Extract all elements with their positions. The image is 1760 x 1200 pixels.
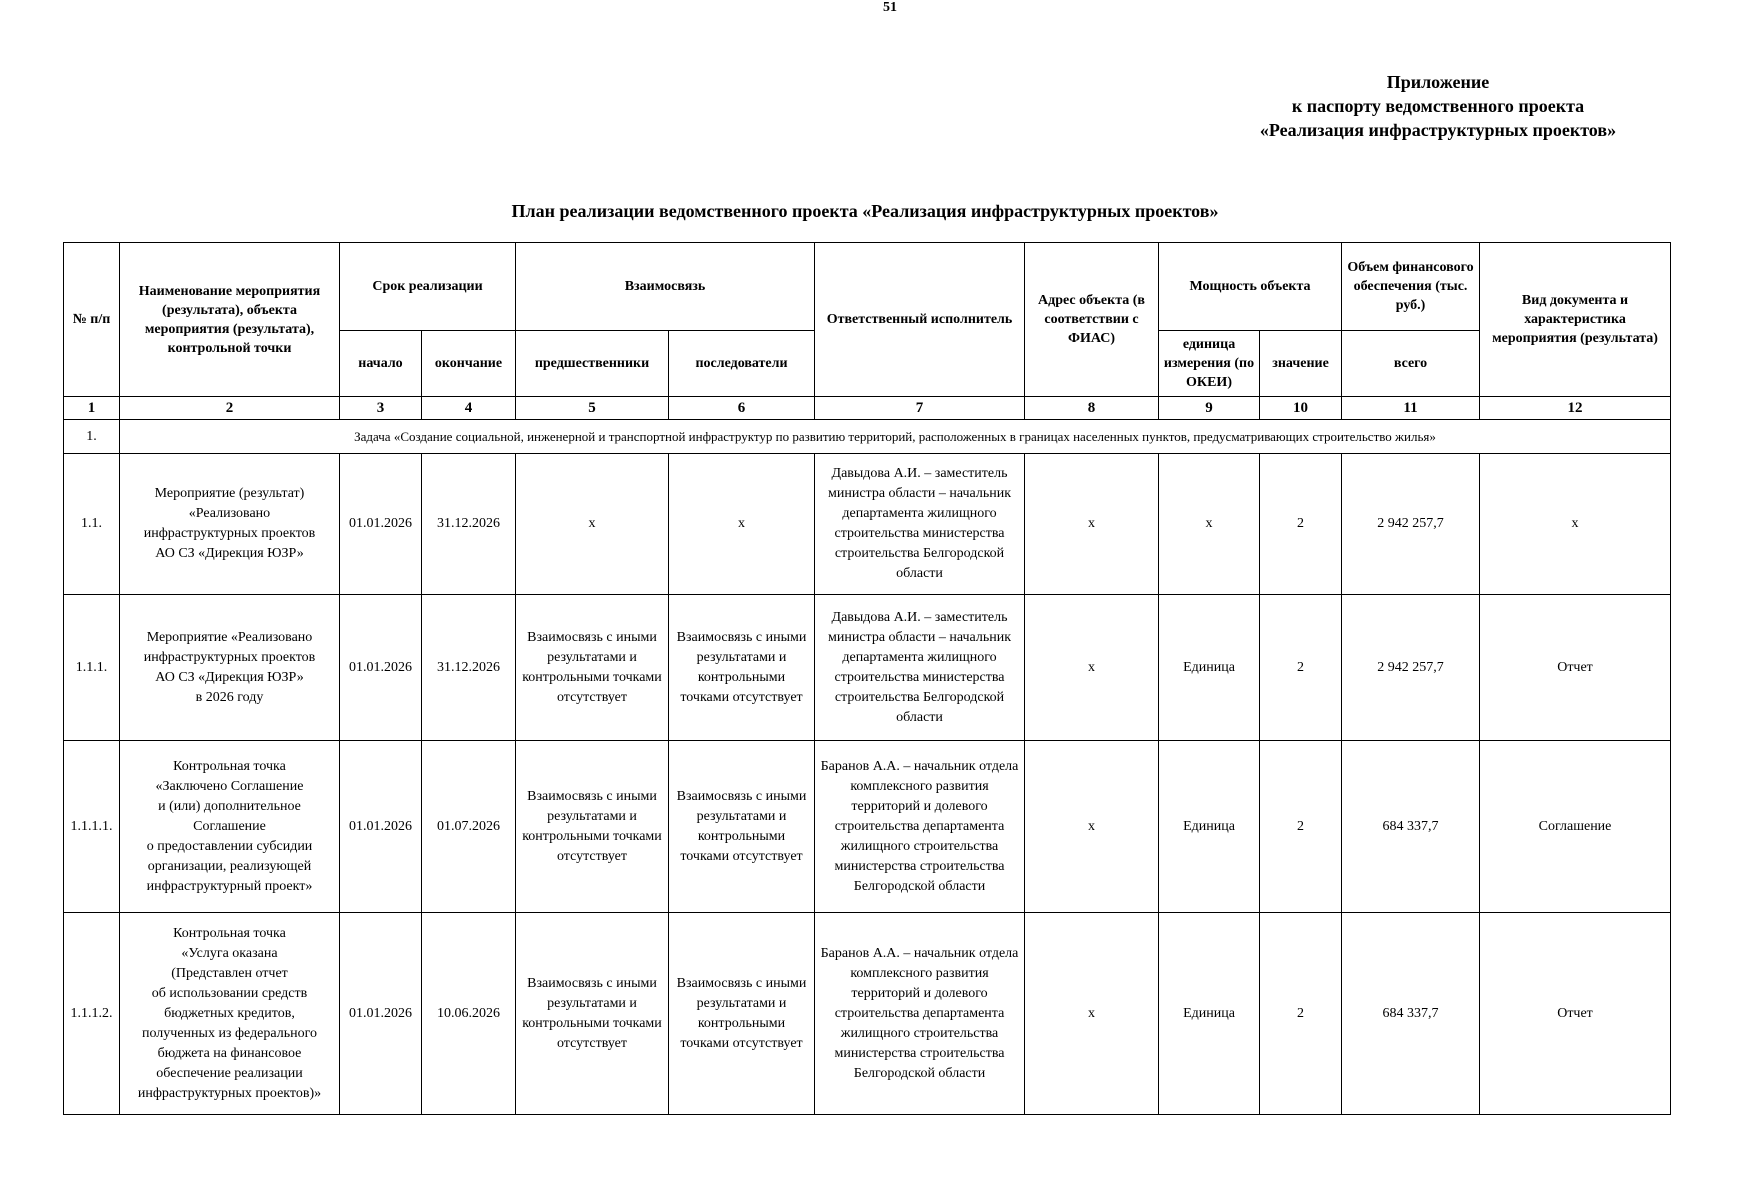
row-start: 01.01.2026	[340, 454, 422, 595]
row-name: Контрольная точка «Услуга оказана (Представлен отчет об использовании средств бюджетных кредитов, полученных из федерального бюджета на финансовое обеспечение реализации инфраструктурных проектов)»	[120, 913, 340, 1115]
header-executor: Ответственный исполнитель	[815, 243, 1025, 397]
column-number: 6	[669, 397, 815, 420]
header-term-end: окончание	[422, 331, 516, 397]
row-predecessors: Взаимосвязь с иными результатами и контрольными точками отсутствует	[516, 595, 669, 741]
header-capacity: Мощность объекта	[1159, 243, 1342, 331]
row-end: 31.12.2026	[422, 595, 516, 741]
row-executor: Баранов А.А. – начальник отдела комплексного развития территорий и долевого строительства департамента жилищного строительства министерства строительства Белгородской области	[815, 913, 1025, 1115]
header-term: Срок реализации	[340, 243, 516, 331]
annex-block	[1208, 70, 1668, 142]
header-finance: Объем финансового обеспечения (тыс. руб.)	[1342, 243, 1480, 331]
header-doc: Вид документа и характеристика мероприятия (результата)	[1480, 243, 1671, 397]
column-number: 11	[1342, 397, 1480, 420]
row-predecessors: Взаимосвязь с иными результатами и контрольными точками отсутствует	[516, 913, 669, 1115]
row-end: 10.06.2026	[422, 913, 516, 1115]
header-address: Адрес объекта (в соответствии с ФИАС)	[1025, 243, 1159, 397]
row-num: 1.1.1.	[64, 595, 120, 741]
annex-line-1: Приложение	[1386, 72, 1490, 92]
row-num: 1.1.	[64, 454, 120, 595]
header-total: всего	[1342, 331, 1480, 397]
header-successors: последователи	[669, 331, 815, 397]
plan-table	[63, 242, 1671, 1115]
table-row	[64, 741, 1671, 913]
row-total: 684 337,7	[1342, 913, 1480, 1115]
table-row	[64, 454, 1671, 595]
column-number: 3	[340, 397, 422, 420]
row-doc: х	[1480, 454, 1671, 595]
row-doc: Отчет	[1480, 913, 1671, 1115]
row-address: х	[1025, 454, 1159, 595]
row-unit: Единица	[1159, 595, 1260, 741]
row-start: 01.01.2026	[340, 595, 422, 741]
annex-line-2: к паспорту ведомственного проекта	[1291, 96, 1585, 116]
column-number: 5	[516, 397, 669, 420]
task-row	[64, 420, 1671, 454]
column-number-row	[64, 397, 1671, 420]
column-number: 9	[1159, 397, 1260, 420]
row-address: х	[1025, 741, 1159, 913]
row-executor: Давыдова А.И. – заместитель министра области – начальник департамента жилищного строительства министерства строительства Белгородской области	[815, 595, 1025, 741]
row-predecessors: х	[516, 454, 669, 595]
row-predecessors: Взаимосвязь с иными результатами и контрольными точками отсутствует	[516, 741, 669, 913]
row-name: Мероприятие (результат) «Реализовано инфраструктурных проектов АО СЗ «Дирекция ЮЗР»	[120, 454, 340, 595]
row-total: 684 337,7	[1342, 741, 1480, 913]
column-number: 10	[1260, 397, 1342, 420]
row-start: 01.01.2026	[340, 741, 422, 913]
row-value: 2	[1260, 454, 1342, 595]
row-total: 2 942 257,7	[1342, 595, 1480, 741]
row-num: 1.1.1.1.	[64, 741, 120, 913]
column-number: 8	[1025, 397, 1159, 420]
row-doc: Отчет	[1480, 595, 1671, 741]
row-doc: Соглашение	[1480, 741, 1671, 913]
row-successors: Взаимосвязь с иными результатами и контрольными точками отсутствует	[669, 741, 815, 913]
row-successors: Взаимосвязь с иными результатами и контрольными точками отсутствует	[669, 913, 815, 1115]
row-value: 2	[1260, 741, 1342, 913]
row-value: 2	[1260, 595, 1342, 741]
row-end: 01.07.2026	[422, 741, 516, 913]
row-successors: х	[669, 454, 815, 595]
table-row	[64, 595, 1671, 741]
plan-title: План реализации ведомственного проекта «Реализация инфраструктурных проектов»	[511, 201, 1219, 221]
row-name: Мероприятие «Реализовано инфраструктурных проектов АО СЗ «Дирекция ЮЗР» в 2026 году	[120, 595, 340, 741]
annex-line-3: «Реализация инфраструктурных проектов»	[1259, 120, 1617, 140]
header-value: значение	[1260, 331, 1342, 397]
row-address: х	[1025, 913, 1159, 1115]
task-num: 1.	[64, 420, 120, 454]
column-number: 4	[422, 397, 516, 420]
column-number: 7	[815, 397, 1025, 420]
row-start: 01.01.2026	[340, 913, 422, 1115]
row-executor: Баранов А.А. – начальник отдела комплексного развития территорий и долевого строительства департамента жилищного строительства министерства строительства Белгородской области	[815, 741, 1025, 913]
column-number: 1	[64, 397, 120, 420]
header-unit: единица измерения (по ОКЕИ)	[1159, 331, 1260, 397]
header-term-start: начало	[340, 331, 422, 397]
column-number: 2	[120, 397, 340, 420]
header-relation: Взаимосвязь	[516, 243, 815, 331]
row-name: Контрольная точка «Заключено Соглашение и (или) дополнительное Соглашение о предоставлении субсидии организации, реализующей инфраструктурный проект»	[120, 741, 340, 913]
row-address: х	[1025, 595, 1159, 741]
row-unit: Единица	[1159, 913, 1260, 1115]
row-num: 1.1.1.2.	[64, 913, 120, 1115]
row-total: 2 942 257,7	[1342, 454, 1480, 595]
row-executor: Давыдова А.И. – заместитель министра области – начальник департамента жилищного строительства министерства строительства Белгородской области	[815, 454, 1025, 595]
column-number: 12	[1480, 397, 1671, 420]
table-row	[64, 913, 1671, 1115]
row-unit: х	[1159, 454, 1260, 595]
page-number: 51	[883, 0, 897, 15]
header-num: № п/п	[64, 243, 120, 397]
header-name: Наименование мероприятия (результата), объекта мероприятия (результата), контрольной точки	[120, 243, 340, 397]
row-end: 31.12.2026	[422, 454, 516, 595]
row-value: 2	[1260, 913, 1342, 1115]
task-text: Задача «Создание социальной, инженерной и транспортной инфраструктур по развитию территорий, расположенных в границах населенных пунктов, предусматривающих строительство жилья»	[120, 420, 1671, 454]
header-predecessors: предшественники	[516, 331, 669, 397]
row-unit: Единица	[1159, 741, 1260, 913]
row-successors: Взаимосвязь с иными результатами и контрольными точками отсутствует	[669, 595, 815, 741]
